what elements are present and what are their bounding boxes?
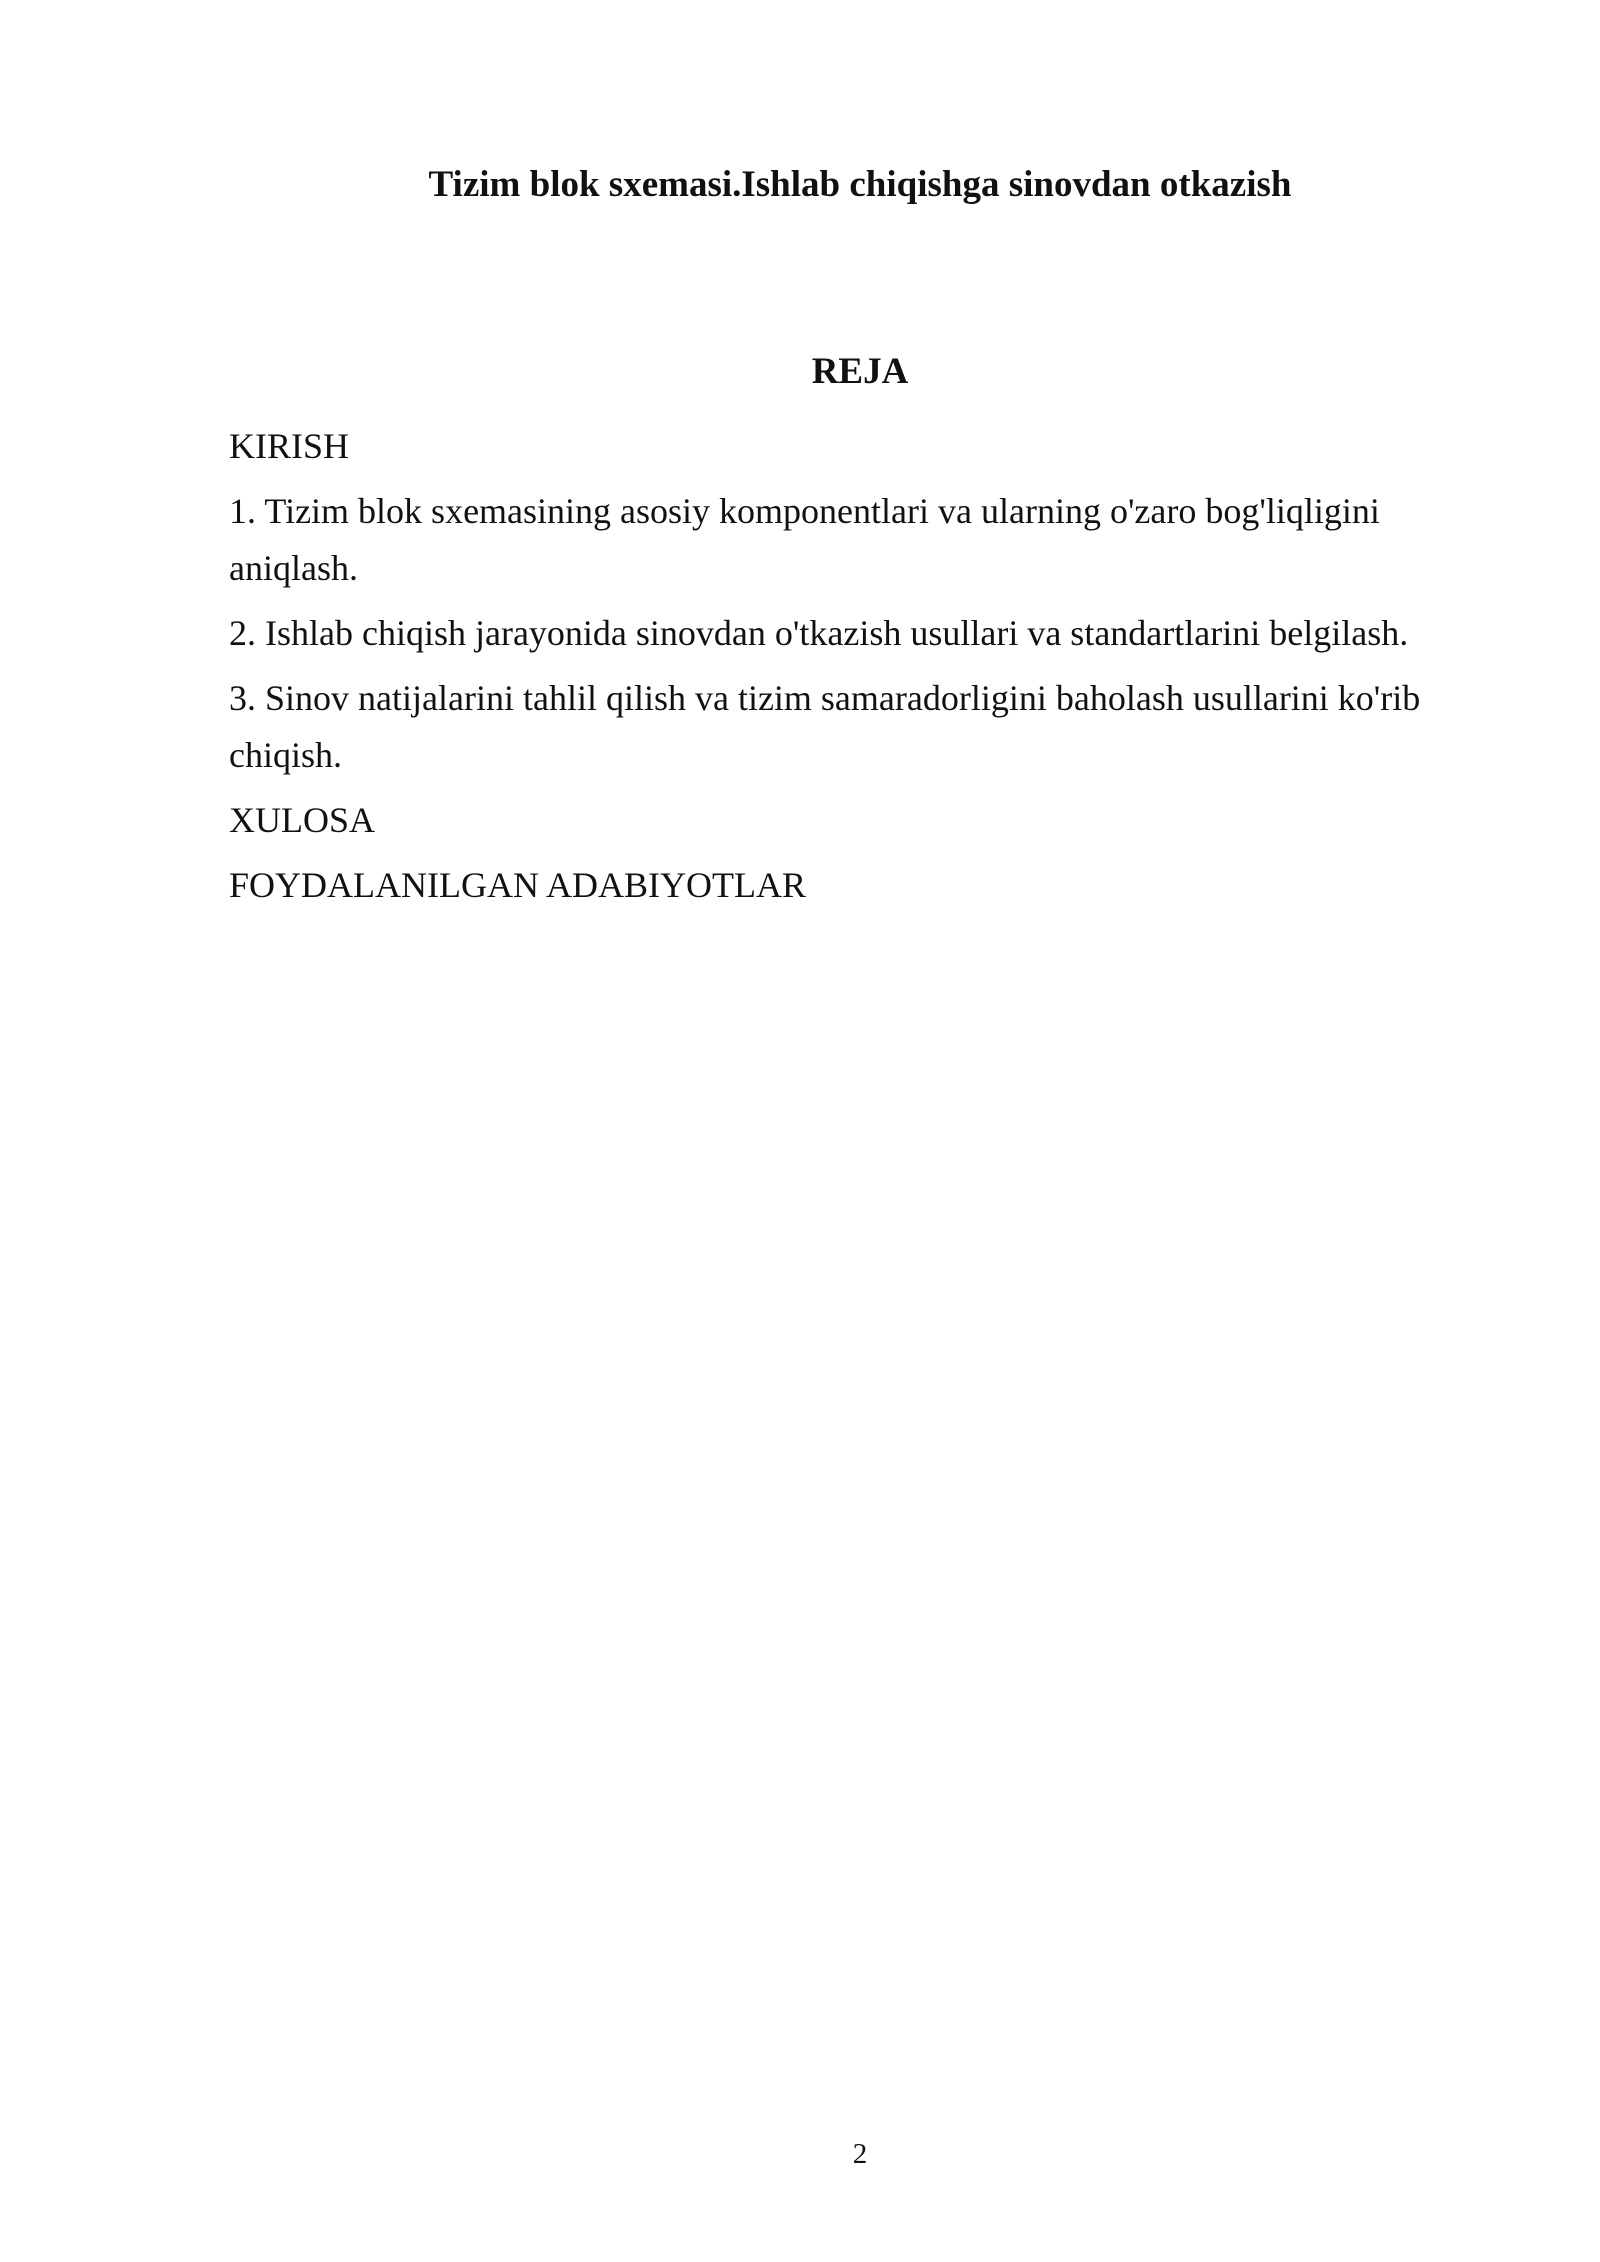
plan-list: [229, 418, 1489, 922]
plan-item-introduction: KIRISH: [229, 426, 350, 466]
plan-item-conclusion: XULOSA: [229, 800, 376, 840]
plan-item-1: 1. Tizim blok sxemasining asosiy komponentlari va ularning o'zaro bog'liqligini aniqlash.: [229, 491, 1380, 588]
plan-heading: REJA: [811, 351, 909, 392]
document-title: Tizim blok sxemasi.Ishlab chiqishga sinovdan otkazish: [428, 164, 1292, 205]
page-number: 2: [852, 2138, 868, 2170]
plan-item-2: 2. Ishlab chiqish jarayonida sinovdan o'tkazish usullari va standartlarini belgilash.: [229, 613, 1409, 653]
plan-item-3: 3. Sinov natijalarini tahlil qilish va tizim samaradorligini baholash usullarini ko'rib chiqish.: [229, 678, 1421, 775]
plan-item-references: FOYDALANILGAN ADABIYOTLAR: [229, 865, 806, 905]
